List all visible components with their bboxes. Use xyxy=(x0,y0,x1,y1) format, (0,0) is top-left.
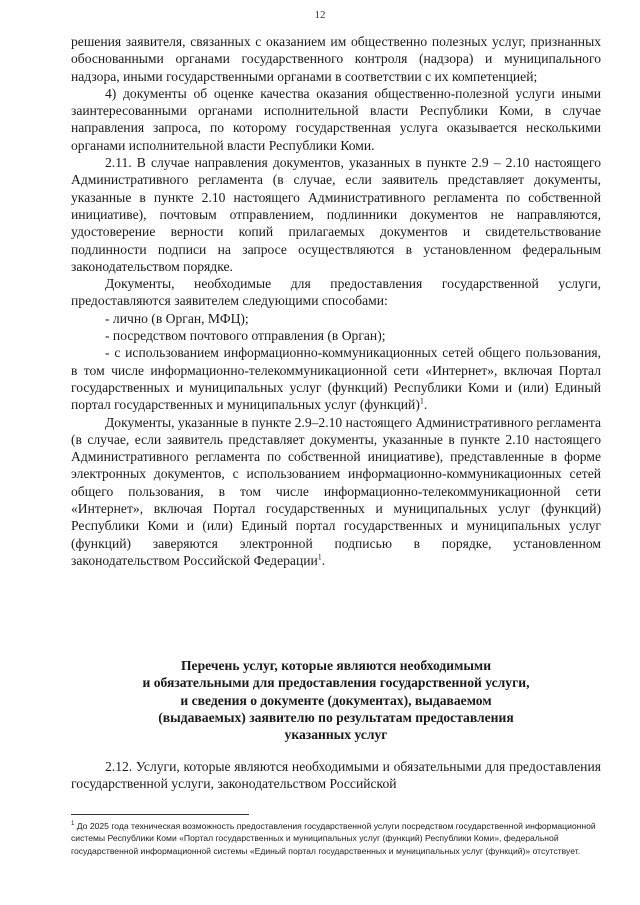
footnote-text: До 2025 года техническая возможность предоставления государственной услуги посредством государственной информационной системы Республики Коми «Портал государственных и муниципальных услуг (функций) Республики Коми», федеральной государственной информационной системы «Единый портал государственных и муниципальных услуг (функций)» отсутствует. xyxy=(71,821,596,856)
paragraph: 4) документы об оценке качества оказания общественно-полезной услуги иными заинтересованными органами исполнительной власти Республики Коми, в случае направления запроса, по которому государственная услуга оказывается несколькими органами исполнительной власти Республики Коми. xyxy=(71,85,601,153)
section-body xyxy=(71,758,601,793)
heading-line: и сведения о документе (документах), выдаваемом xyxy=(180,692,492,708)
footnote-reference: 1 xyxy=(419,396,424,406)
paragraph: решения заявителя, связанных с оказанием им общественно полезных услуг, признанных обоснованными органами государственного контроля (надзора) и муниципального надзора, иными государственными органами в соответствии с их компетенцией; xyxy=(71,34,601,84)
list-item xyxy=(71,344,601,413)
footnote xyxy=(71,820,601,857)
heading-line: Перечень услуг, которые являются необходимыми xyxy=(180,658,492,673)
paragraph: 2.11. В случае направления документов, указанных в пункте 2.9 – 2.10 настоящего Административного регламента (в случае, если заявитель представляет документы, указанные в пункте 2.10 настоящего Административного регламента по собственной инициативе), почтовым отправлением, подлинники документов не направляются, удостоверение верности копий прилагаемых документов и свидетельствование подлинности подписи на запросе осуществляются в установленном федеральным законодательством порядке. xyxy=(71,155,601,274)
footnote-reference: 1 xyxy=(317,552,322,562)
heading-line: (выдаваемых) заявителю по результатам предоставления xyxy=(158,709,514,725)
body-text xyxy=(71,33,601,569)
punctuation: . xyxy=(321,552,326,568)
list-item: - лично (в Орган, МФЦ); xyxy=(105,310,249,326)
footnote-divider xyxy=(71,814,249,815)
punctuation: . xyxy=(423,397,428,413)
paragraph xyxy=(71,414,601,570)
heading-line: и обязательными для предоставления государственной услуги, xyxy=(142,675,530,691)
paragraph-text: Документы, указанные в пункте 2.9–2.10 настоящего Административного регламента (в случае, если заявитель представляет документы, указанные в пункте 2.10 настоящего Административного регламента по собственной инициативе), представленные в форме электронных документов, с использованием информационно-коммуникационных сетей общего пользования, в том числе информационно-телекоммуникационной сети «Интернет», включая Портал государственных и муниципальных услуг (функций) Республики Коми и (или) Единый портал государственных и муниципальных услуг (функций) заверяются электронной подписью в порядке, установленном законодательством Российской Федерации xyxy=(71,414,601,568)
list-item: - посредством почтового отправления (в Орган); xyxy=(105,328,386,344)
paragraph: 2.12. Услуги, которые являются необходимыми и обязательными для предоставления государственной услуги, законодательством Российской xyxy=(71,759,601,792)
section-heading xyxy=(71,657,601,743)
page-number: 12 xyxy=(314,9,326,21)
footnote-marker: 1 xyxy=(71,821,75,828)
paragraph: Документы, необходимые для предоставления государственной услуги, предоставляются заявителем следующими способами: xyxy=(71,276,601,309)
list-item-text: - с использованием информационно-коммуникационных сетей общего пользования, в том числе информационно-телекоммуникационной сети «Интернет», включая Портал государственных и муниципальных услуг (функций) Республики Коми и (или) Единый портал государственных и муниципальных услуг (функций) xyxy=(71,345,601,413)
heading-line: указанных услуг xyxy=(284,727,388,743)
